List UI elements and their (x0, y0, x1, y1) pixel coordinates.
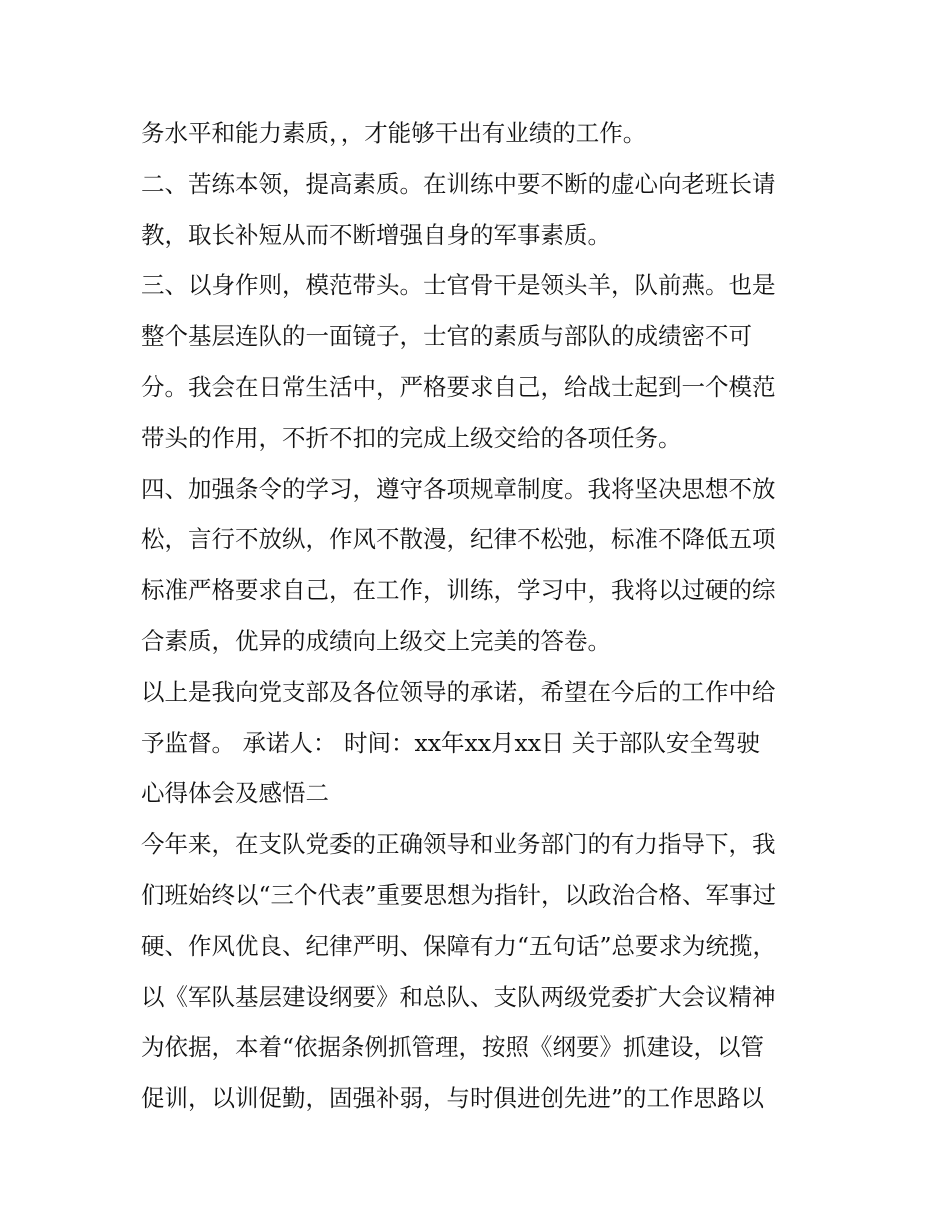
text-line: 务水平和能力素质，，才能够干出有业绩的工作。 (141, 119, 647, 147)
text-line: 松，言行不放纵，作风不散漫，纪律不松弛，标准不降低五项 (141, 525, 776, 554)
text-line: 予监督。 承诺人： 时间：xx年xx月xx日 关于部队安全驾驶 (141, 728, 760, 757)
text-line: 三、以身作则，模范带头。士官骨干是领头羊，队前燕。也是 (141, 271, 776, 300)
text-line: 教，取长补短从而不断增强自身的军事素质。 (141, 220, 611, 249)
text-line: 以《军队基层建设纲要》和总队、支队两级党委扩大会议精神 (141, 982, 776, 1011)
text-line: 分。我会在日常生活中，严格要求自己，给战士起到一个模范 (141, 372, 776, 401)
text-line: 四、加强条令的学习，遵守各项规章制度。我将坚决思想不放 (141, 474, 776, 503)
text-line: 以上是我向党支部及各位领导的承诺，希望在今后的工作中给 (141, 677, 776, 706)
text-line: 合素质，优异的成绩向上级交上完美的答卷。 (141, 626, 611, 655)
text-line: 为依据，本着“依据条例抓管理，按照《纲要》抓建设，以管 (141, 1033, 765, 1062)
text-line: 整个基层连队的一面镜子，士官的素质与部队的成绩密不可 (141, 322, 752, 351)
text-line: 硬、作风优良、纪律严明、保障有力“五句话”总要求为统揽， (141, 931, 777, 960)
text-line: 促训，以训促勤，固强补弱，与时俱进创先进”的工作思路以 (141, 1084, 765, 1113)
text-line: 心得体会及感悟二 (141, 779, 329, 808)
text-line: 带头的作用，不折不扣的完成上级交给的各项任务。 (141, 423, 682, 452)
text-line: 二、苦练本领，提高素质。在训练中要不断的虚心向老班长请 (141, 169, 776, 198)
body-text (141, 108, 821, 1124)
text-line: 今年来，在支队党委的正确领导和业务部门的有力指导下，我 (141, 830, 776, 859)
text-line: 们班始终以“三个代表”重要思想为指针，以政治合格、军事过 (141, 880, 777, 909)
text-line: 标准严格要求自己，在工作，训练，学习中，我将以过硬的综 (141, 576, 776, 605)
